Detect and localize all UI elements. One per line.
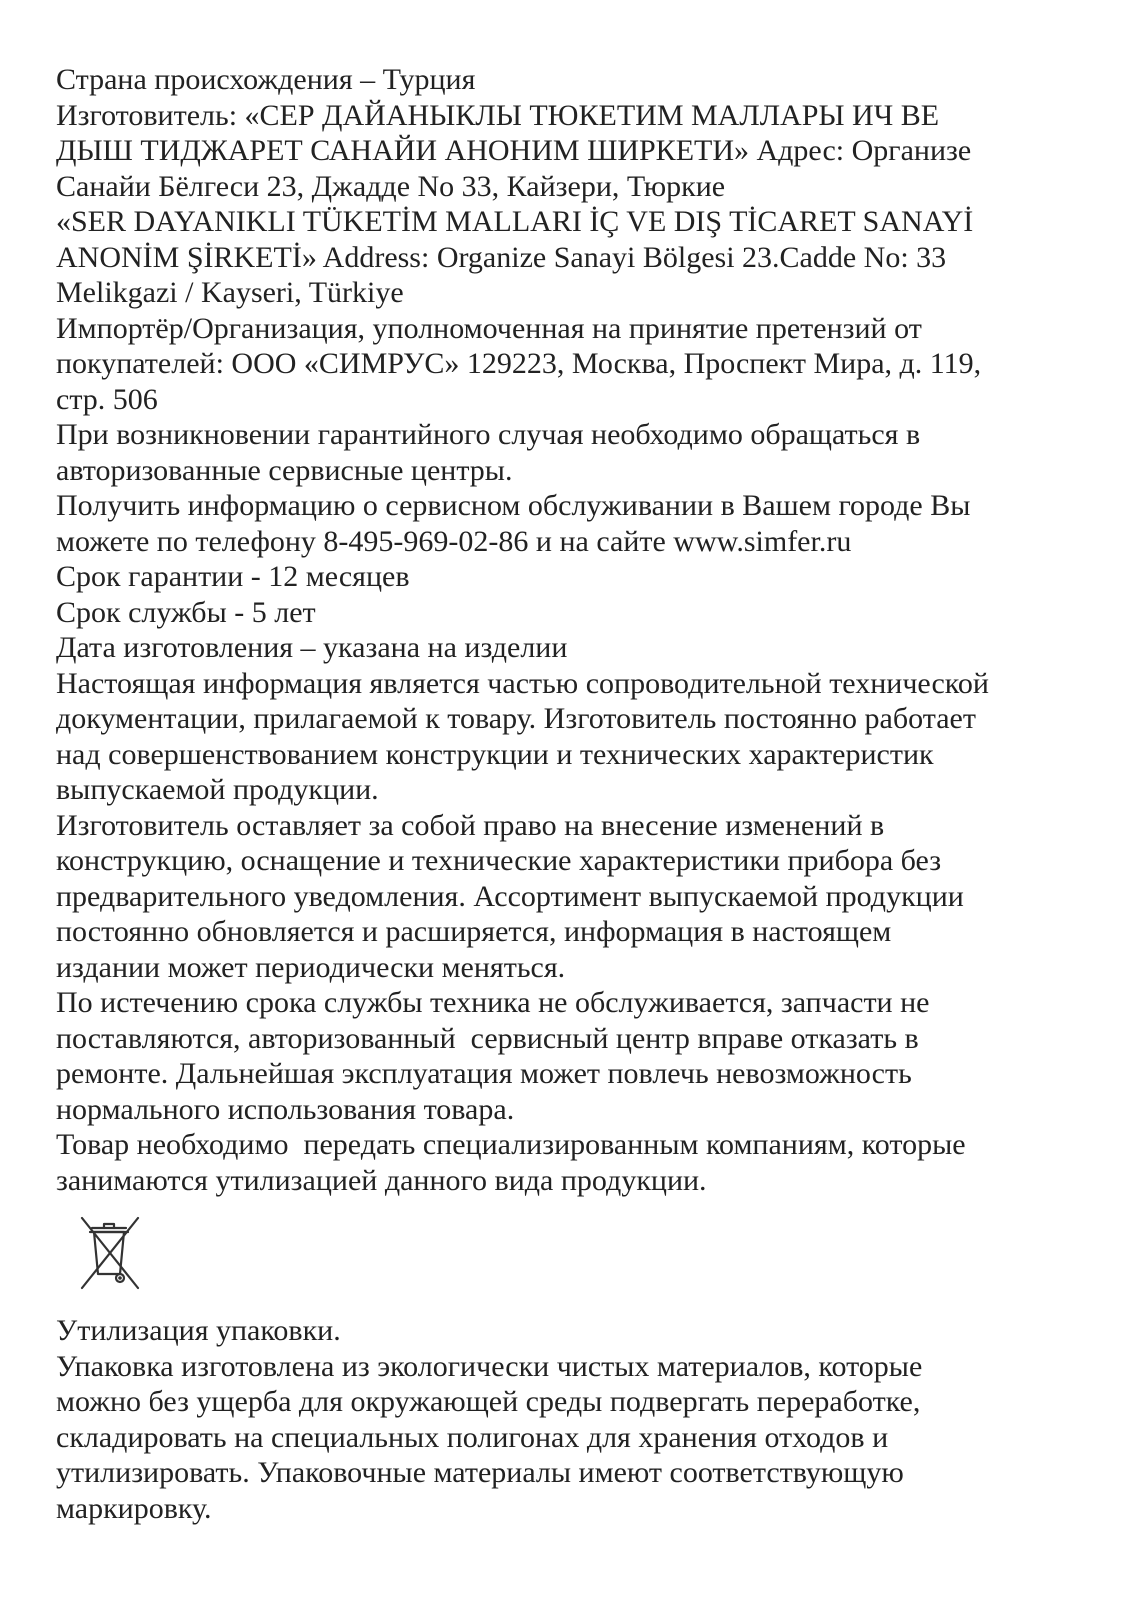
service-contact-info: Получить информацию о сервисном обслуживании в Вашем городе Вы можете по телефону 8-495-969-02-86 и на сайте www.simfer.ru <box>56 489 971 558</box>
documentation-note: Настоящая информация является частью сопроводительной технической документации, прилагаемой к товару. Изготовитель постоянно работает над совершенствованием конструкции и технических характеристик выпускаемой продукции. <box>56 666 989 806</box>
changes-disclaimer: Изготовитель оставляет за собой право на внесение изменений в конструкцию, оснащение и технические характеристики прибора без предварительного уведомления. Ассортимент выпускаемой продукции постоянно обновляется и расширяется, информация в настоящем издании может периодически меняться. <box>56 808 964 984</box>
manufacturer-turkish: «SER DAYANIKLI TÜKETİM MALLARI İÇ VE DIŞ TİCARET SANAYİ ANONİM ŞİRKETİ» Address: Organize Sanayi Bölgesi 23.Cadde No: 33 Melikgazi / Kayseri, Türkiye <box>56 205 974 309</box>
importer-info: Импортёр/Организация, уполномоченная на принятие претензий от покупателей: ООО «СИМРУС» 129223, Москва, Проспект Мира, д. 119, стр. 506 <box>56 311 982 416</box>
manufacture-date: Дата изготовления – указана на изделии <box>56 631 568 664</box>
end-of-life-note: По истечению срока службы техника не обслуживается, запчасти не поставляются, авторизованный сервисный центр вправе отказать в ремонте. Дальнейшая эксплуатация может повлечь невозможность нормального использования товара. <box>56 986 930 1126</box>
warranty-case-info: При возникновении гарантийного случая необходимо обращаться в авторизованные сервисные центры. <box>56 418 921 487</box>
packaging-heading: Утилизация упаковки. <box>56 1314 341 1347</box>
manufacturer-russian: Изготовитель: «СЕР ДАЙАНЫКЛЫ ТЮКЕТИМ МАЛЛАРЫ ИЧ ВЕ ДЫШ ТИДЖАРЕТ САНАЙИ АНОНИМ ШИРКЕТИ» Адрес: Организе Санайи Бёлгеси 23, Джадде No 33, Кайзери, Тюркие <box>56 98 972 203</box>
origin-country: Страна происхождения – Турция <box>56 63 476 96</box>
disposal-instruction: Товар необходимо передать специализированным компаниям, которые занимаются утилизацией данного вида продукции. <box>56 1128 966 1197</box>
weee-symbol-block <box>56 1198 1076 1313</box>
document-page <box>56 62 1076 1526</box>
packaging-description: Упаковка изготовлена из экологически чистых материалов, которые можно без ущерба для окружающей среды подвергать переработке, складировать на специальных полигонах для хранения отходов и утилизировать. Упаковочные материалы имеют соответствующую маркировку. <box>56 1349 923 1525</box>
service-life: Срок службы - 5 лет <box>56 595 316 629</box>
crossed-out-wheeled-bin-icon <box>74 1212 146 1292</box>
warranty-period: Срок гарантии - 12 месяцев <box>56 560 410 593</box>
